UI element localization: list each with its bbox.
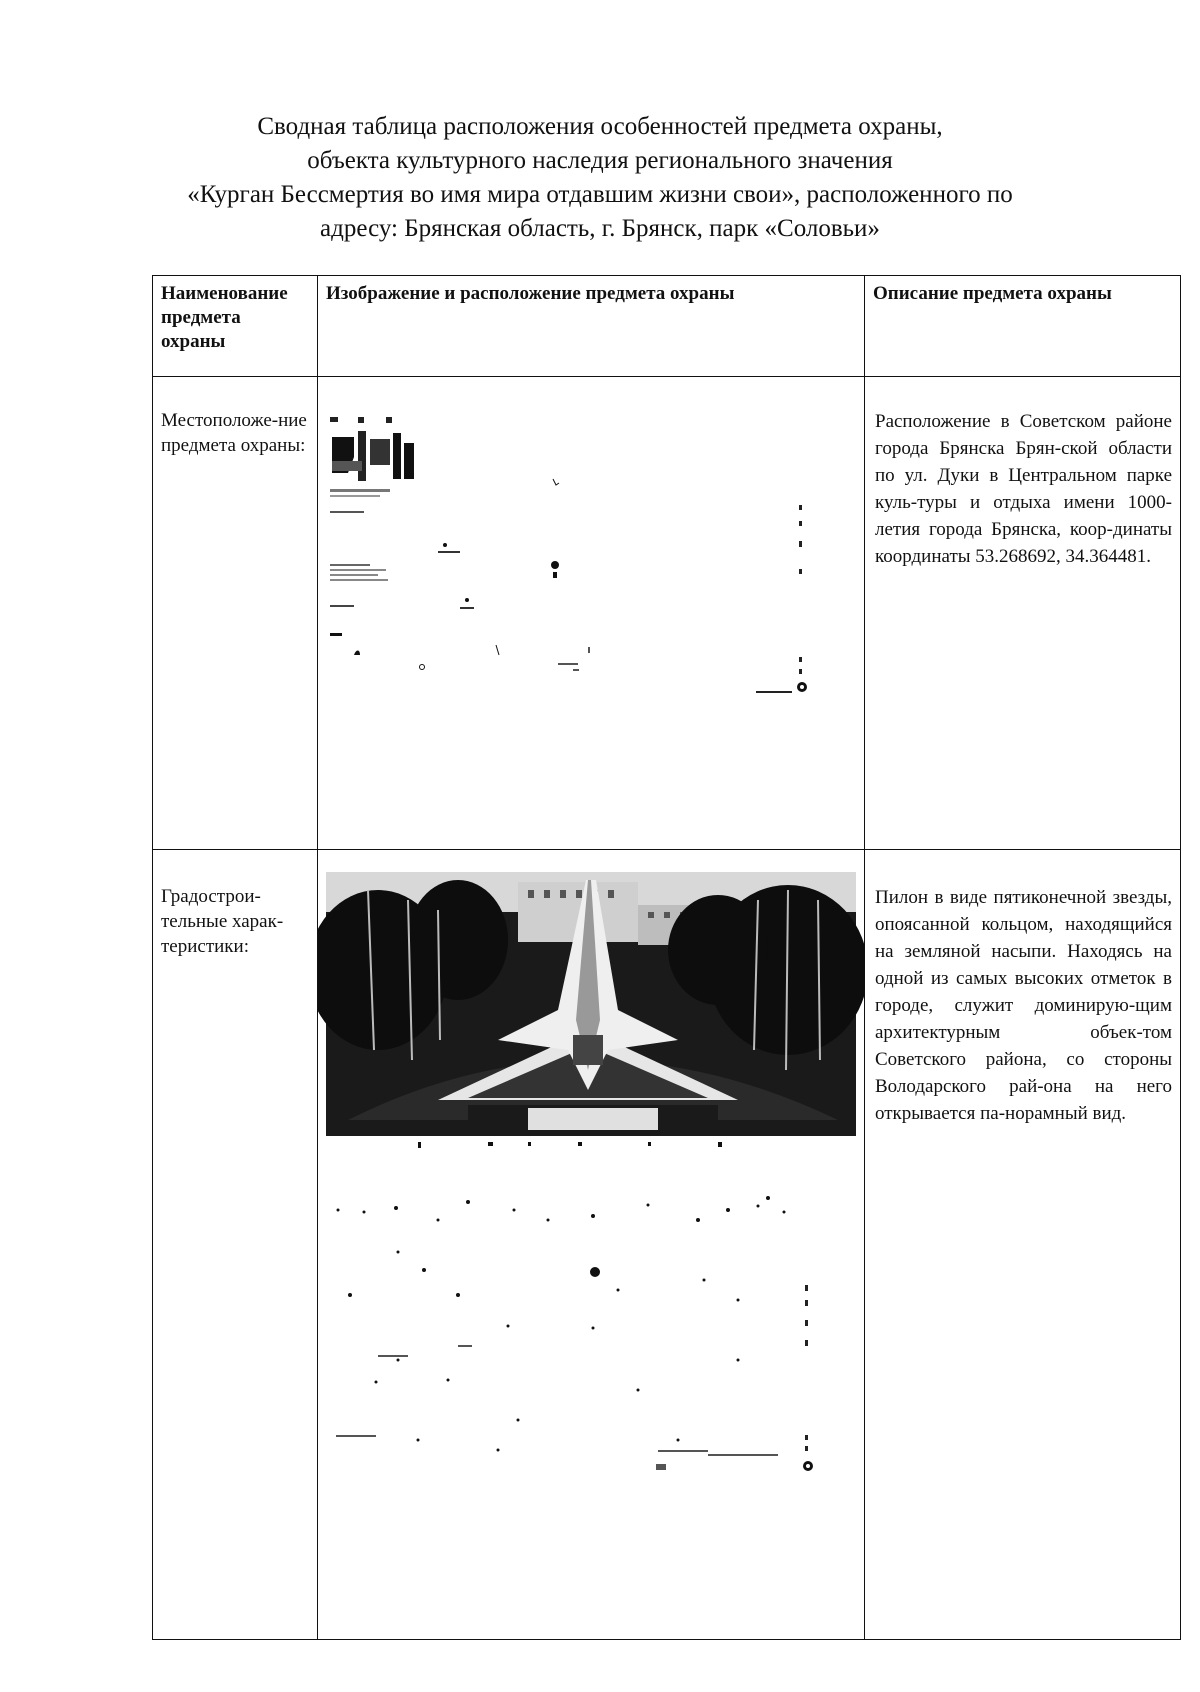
row-description: Расположение в Советском районе города Брянска Брян-ской области по ул. Дуки в Центральном парке куль-туры и отдыха имени 1000-летия города Брянска, коор-динаты координаты 53.268692, 34.364481. — [865, 377, 1181, 850]
document-title — [130, 110, 1070, 246]
monument-images-cell — [318, 850, 865, 1640]
location-map-cell — [318, 377, 865, 850]
table-header-row — [153, 276, 1181, 377]
title-line: «Курган Бессмертия во имя мира отдавшим жизни свои», расположенного по — [187, 181, 1013, 208]
row-name: Градострои-тельные харак-теристики: — [153, 850, 318, 1640]
header-image: Изображение и расположение предмета охраны — [318, 276, 865, 377]
row-description: Пилон в виде пятиконечной звезды, опоясанной кольцом, находящийся на земляной насыпи. Находясь на одной из самых высоких отметок в городе, служит доминирую-щим архитектурным объек-том Советского района, со стороны Володарского рай-она на него открывается па-норамный вид. — [865, 850, 1181, 1640]
title-line: Сводная таблица расположения особенностей предмета охраны, — [257, 113, 943, 140]
monument-photo — [318, 850, 865, 1150]
header-description: Описание предмета охраны — [865, 276, 1181, 377]
table-row — [153, 377, 1181, 850]
header-name: Наименование предмета охраны — [153, 276, 318, 377]
title-line: объекта культурного наследия регионального значения — [307, 147, 893, 174]
title-line: адресу: Брянская область, г. Брянск, парк «Соловьи» — [320, 215, 880, 242]
row-name: Местоположе-ние предмета охраны: — [153, 377, 318, 850]
location-map-image — [318, 377, 865, 818]
protection-table — [152, 275, 1181, 1640]
table-row — [153, 850, 1181, 1640]
area-map-image — [318, 1150, 865, 1590]
